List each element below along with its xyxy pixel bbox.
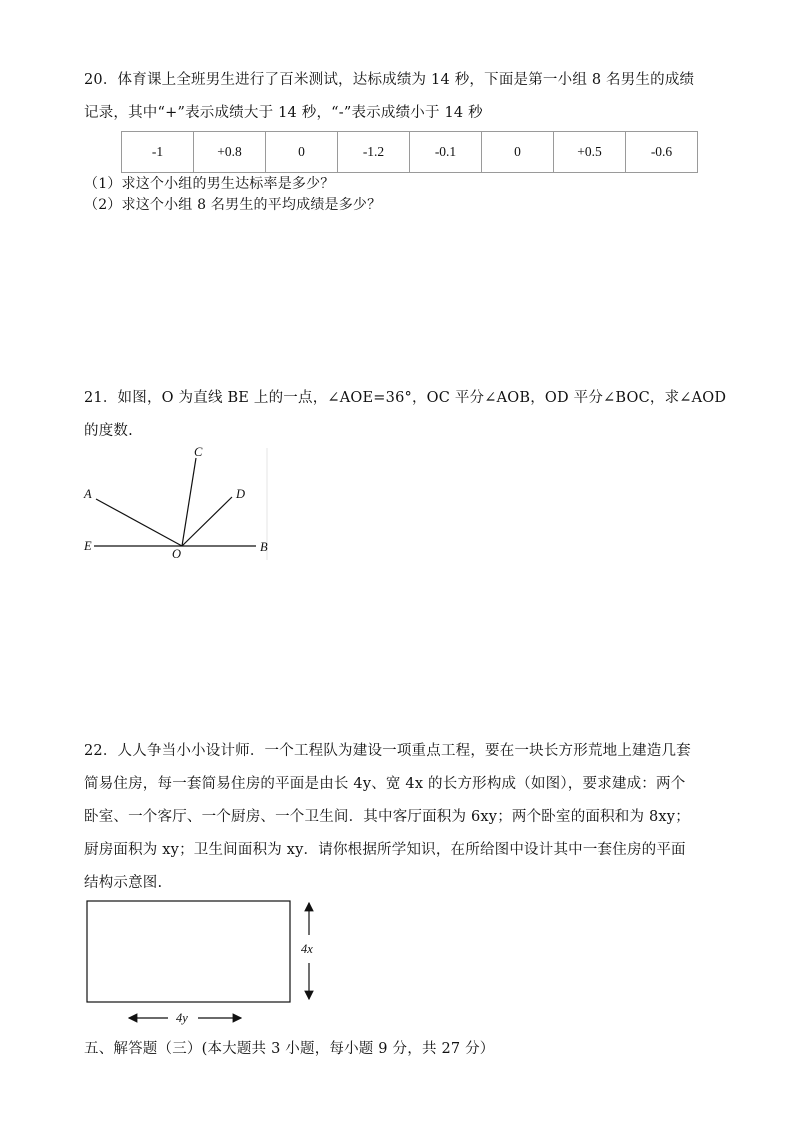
table-row — [122, 132, 698, 173]
score-cell: -0.6 — [626, 132, 698, 173]
q20-subquestion-2: （2）求这个小组 8 名男生的平均成绩是多少？ — [84, 197, 382, 213]
score-cell: +0.5 — [554, 132, 626, 173]
section-5-heading: 五、解答题（三）(本大题共 3 小题，每小题 9 分，共 27 分） — [84, 1041, 495, 1057]
q20-line-2: 记录，其中“+”表示成绩大于 14 秒，“-”表示成绩小于 14 秒 — [84, 105, 483, 121]
label-c: C — [194, 445, 203, 459]
q21-line-2: 的度数. — [84, 423, 133, 439]
house-plan-figure — [80, 895, 330, 1030]
q21-line-1: 21．如图，O 为直线 BE 上的一点，∠AOE=36°，OC 平分∠AOB，OD 平分∠BOC，求∠AOD — [84, 390, 727, 406]
q22-line-2: 简易住房，每一套简易住房的平面是由长 4y、宽 4x 的长方形构成（如图），要求建成：两个 — [84, 776, 686, 792]
q22-line-1: 22．人人争当小小设计师．一个工程队为建设一项重点工程，要在一块长方形荒地上建造几套 — [84, 743, 691, 759]
label-b: B — [260, 540, 268, 554]
score-cell: -1.2 — [338, 132, 410, 173]
score-cell: -0.1 — [410, 132, 482, 173]
q22-line-4: 厨房面积为 xy；卫生间面积为 xy．请你根据所学知识，在所给图中设计其中一套住房的平面 — [84, 842, 686, 858]
q22-line-5: 结构示意图. — [84, 875, 163, 891]
score-cell: -1 — [122, 132, 194, 173]
height-label: 4x — [301, 942, 313, 956]
label-o: O — [172, 547, 182, 561]
label-a: A — [84, 487, 92, 501]
width-label: 4y — [176, 1011, 188, 1025]
q20-subquestion-1: （1）求这个小组的男生达标率是多少？ — [84, 176, 335, 192]
label-d: D — [236, 487, 246, 501]
house-rectangle — [87, 901, 290, 1002]
score-cell: 0 — [266, 132, 338, 173]
ray-oc — [182, 458, 196, 546]
score-cell: +0.8 — [194, 132, 266, 173]
ray-od — [182, 497, 232, 546]
q20-line-1: 20．体育课上全班男生进行了百米测试，达标成绩为 14 秒，下面是第一小组 8 名男生的成绩 — [84, 72, 695, 88]
q22-line-3: 卧室、一个客厅、一个厨房、一个卫生间．其中客厅面积为 6xy；两个卧室的面积和为 8xy； — [84, 809, 690, 825]
score-cell: 0 — [482, 132, 554, 173]
label-e: E — [84, 539, 92, 553]
angle-figure — [80, 440, 280, 565]
ray-oa — [96, 499, 182, 546]
scores-table — [121, 131, 698, 173]
